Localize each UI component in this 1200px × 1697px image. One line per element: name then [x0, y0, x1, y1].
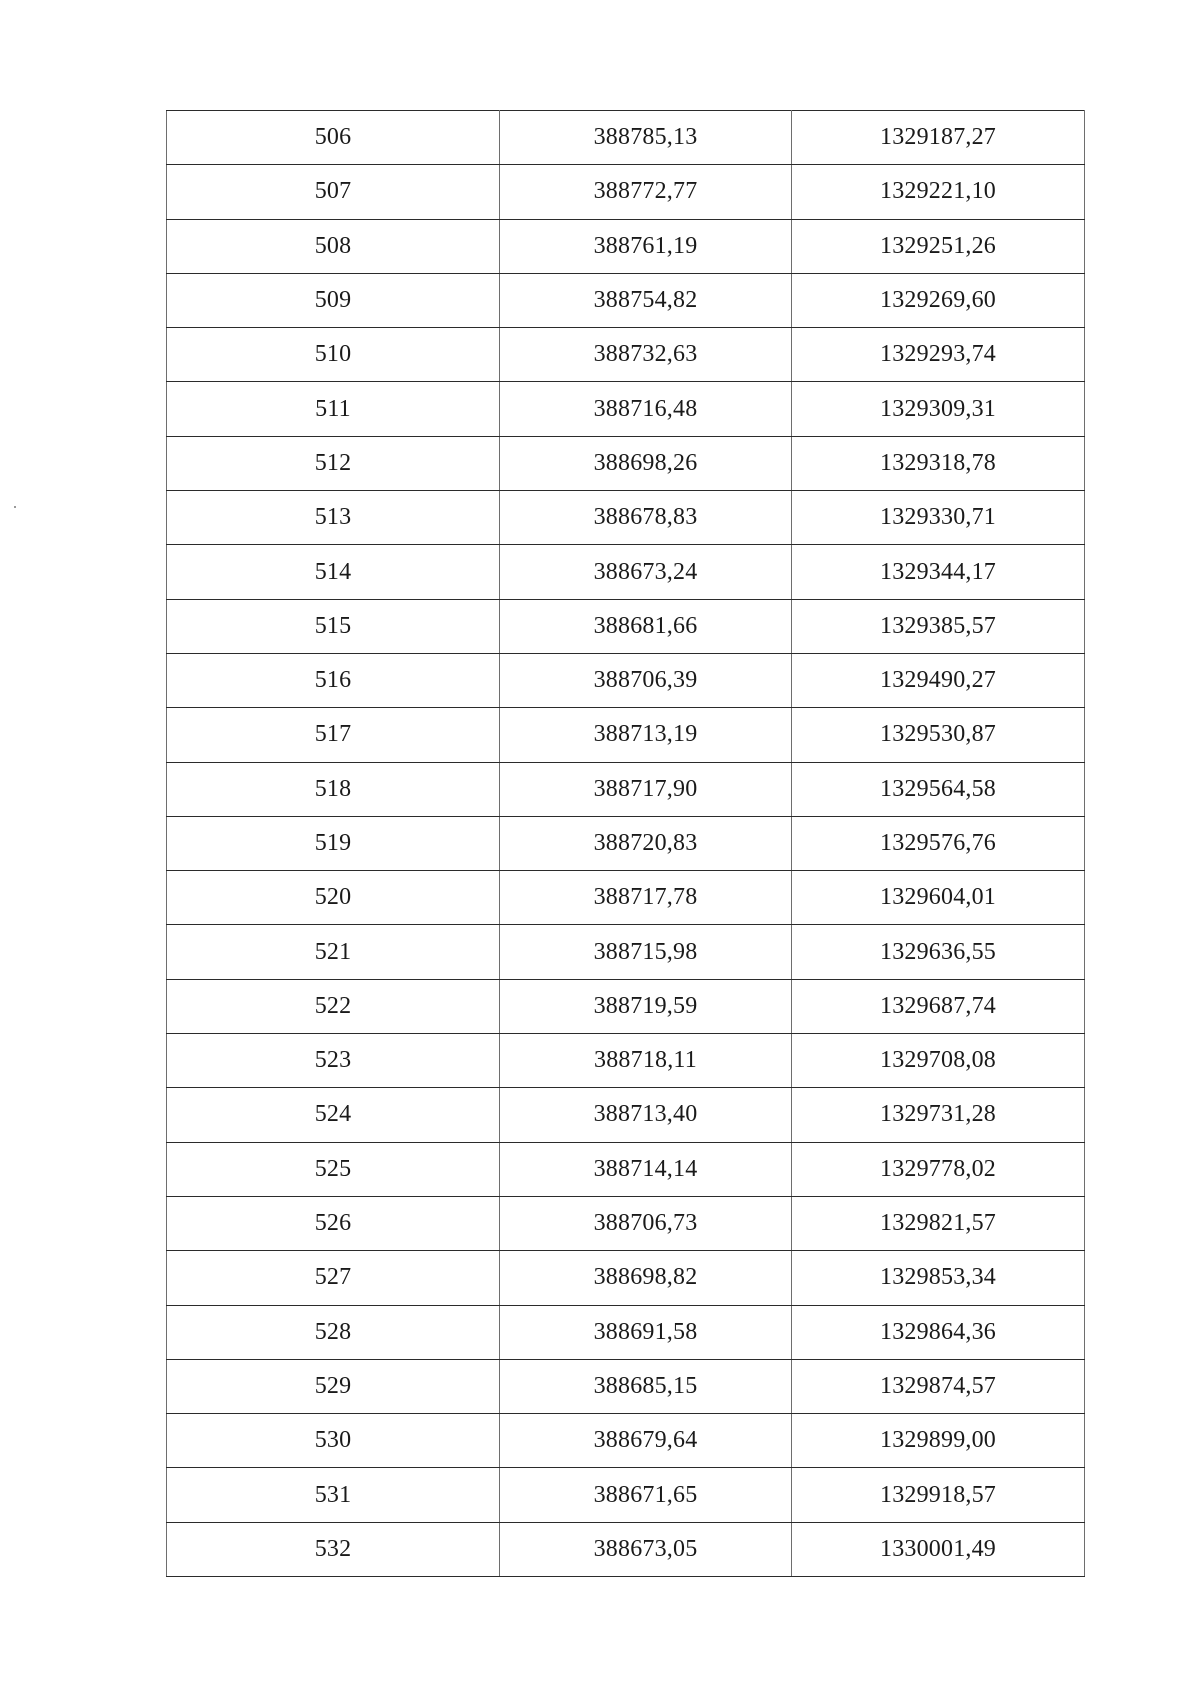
x-coordinate-cell: 388717,78 — [500, 871, 792, 925]
x-coordinate-cell: 388671,65 — [500, 1468, 792, 1522]
point-number-cell: 520 — [167, 871, 500, 925]
point-number-cell: 509 — [167, 273, 500, 327]
table-row — [167, 436, 1085, 490]
y-coordinate-cell: 1329576,76 — [792, 816, 1085, 870]
x-coordinate-cell: 388706,39 — [500, 653, 792, 707]
x-coordinate-cell: 388785,13 — [500, 111, 792, 165]
table-row — [167, 816, 1085, 870]
point-number-cell: 526 — [167, 1196, 500, 1250]
point-number-cell: 524 — [167, 1088, 500, 1142]
y-coordinate-cell: 1329330,71 — [792, 491, 1085, 545]
table-row — [167, 1196, 1085, 1250]
table-row — [167, 871, 1085, 925]
x-coordinate-cell: 388713,40 — [500, 1088, 792, 1142]
y-coordinate-cell: 1329899,00 — [792, 1414, 1085, 1468]
coordinates-table-body — [167, 111, 1085, 1577]
point-number-cell: 523 — [167, 1034, 500, 1088]
table-row — [167, 273, 1085, 327]
table-row — [167, 328, 1085, 382]
point-number-cell: 514 — [167, 545, 500, 599]
x-coordinate-cell: 388772,77 — [500, 165, 792, 219]
x-coordinate-cell: 388761,19 — [500, 219, 792, 273]
point-number-cell: 508 — [167, 219, 500, 273]
scan-speck — [14, 506, 16, 508]
table-row — [167, 1034, 1085, 1088]
x-coordinate-cell: 388673,24 — [500, 545, 792, 599]
y-coordinate-cell: 1329269,60 — [792, 273, 1085, 327]
x-coordinate-cell: 388698,26 — [500, 436, 792, 490]
y-coordinate-cell: 1329731,28 — [792, 1088, 1085, 1142]
point-number-cell: 529 — [167, 1359, 500, 1413]
x-coordinate-cell: 388720,83 — [500, 816, 792, 870]
y-coordinate-cell: 1330001,49 — [792, 1522, 1085, 1576]
point-number-cell: 513 — [167, 491, 500, 545]
x-coordinate-cell: 388691,58 — [500, 1305, 792, 1359]
y-coordinate-cell: 1329344,17 — [792, 545, 1085, 599]
x-coordinate-cell: 388685,15 — [500, 1359, 792, 1413]
y-coordinate-cell: 1329604,01 — [792, 871, 1085, 925]
y-coordinate-cell: 1329490,27 — [792, 653, 1085, 707]
table-row — [167, 708, 1085, 762]
y-coordinate-cell: 1329293,74 — [792, 328, 1085, 382]
x-coordinate-cell: 388706,73 — [500, 1196, 792, 1250]
coordinates-table — [166, 110, 1085, 1577]
y-coordinate-cell: 1329318,78 — [792, 436, 1085, 490]
y-coordinate-cell: 1329853,34 — [792, 1251, 1085, 1305]
y-coordinate-cell: 1329564,58 — [792, 762, 1085, 816]
x-coordinate-cell: 388732,63 — [500, 328, 792, 382]
x-coordinate-cell: 388754,82 — [500, 273, 792, 327]
table-row — [167, 1305, 1085, 1359]
y-coordinate-cell: 1329864,36 — [792, 1305, 1085, 1359]
y-coordinate-cell: 1329251,26 — [792, 219, 1085, 273]
y-coordinate-cell: 1329187,27 — [792, 111, 1085, 165]
point-number-cell: 512 — [167, 436, 500, 490]
y-coordinate-cell: 1329636,55 — [792, 925, 1085, 979]
point-number-cell: 510 — [167, 328, 500, 382]
y-coordinate-cell: 1329778,02 — [792, 1142, 1085, 1196]
point-number-cell: 519 — [167, 816, 500, 870]
x-coordinate-cell: 388678,83 — [500, 491, 792, 545]
point-number-cell: 511 — [167, 382, 500, 436]
table-row — [167, 653, 1085, 707]
table-row — [167, 599, 1085, 653]
y-coordinate-cell: 1329530,87 — [792, 708, 1085, 762]
x-coordinate-cell: 388713,19 — [500, 708, 792, 762]
table-row — [167, 491, 1085, 545]
x-coordinate-cell: 388715,98 — [500, 925, 792, 979]
y-coordinate-cell: 1329708,08 — [792, 1034, 1085, 1088]
table-row — [167, 1414, 1085, 1468]
point-number-cell: 507 — [167, 165, 500, 219]
table-row — [167, 925, 1085, 979]
point-number-cell: 531 — [167, 1468, 500, 1522]
x-coordinate-cell: 388679,64 — [500, 1414, 792, 1468]
point-number-cell: 532 — [167, 1522, 500, 1576]
table-row — [167, 545, 1085, 599]
table-row — [167, 382, 1085, 436]
x-coordinate-cell: 388719,59 — [500, 979, 792, 1033]
point-number-cell: 506 — [167, 111, 500, 165]
y-coordinate-cell: 1329385,57 — [792, 599, 1085, 653]
x-coordinate-cell: 388698,82 — [500, 1251, 792, 1305]
x-coordinate-cell: 388681,66 — [500, 599, 792, 653]
x-coordinate-cell: 388716,48 — [500, 382, 792, 436]
table-row — [167, 1088, 1085, 1142]
table-row — [167, 1522, 1085, 1576]
point-number-cell: 518 — [167, 762, 500, 816]
table-row — [167, 111, 1085, 165]
table-row — [167, 979, 1085, 1033]
table-row — [167, 1359, 1085, 1413]
y-coordinate-cell: 1329687,74 — [792, 979, 1085, 1033]
table-row — [167, 219, 1085, 273]
x-coordinate-cell: 388717,90 — [500, 762, 792, 816]
point-number-cell: 528 — [167, 1305, 500, 1359]
point-number-cell: 527 — [167, 1251, 500, 1305]
point-number-cell: 515 — [167, 599, 500, 653]
point-number-cell: 522 — [167, 979, 500, 1033]
point-number-cell: 517 — [167, 708, 500, 762]
table-row — [167, 762, 1085, 816]
table-row — [167, 1468, 1085, 1522]
point-number-cell: 530 — [167, 1414, 500, 1468]
x-coordinate-cell: 388673,05 — [500, 1522, 792, 1576]
y-coordinate-cell: 1329309,31 — [792, 382, 1085, 436]
point-number-cell: 521 — [167, 925, 500, 979]
y-coordinate-cell: 1329221,10 — [792, 165, 1085, 219]
y-coordinate-cell: 1329874,57 — [792, 1359, 1085, 1413]
table-row — [167, 1142, 1085, 1196]
x-coordinate-cell: 388714,14 — [500, 1142, 792, 1196]
y-coordinate-cell: 1329918,57 — [792, 1468, 1085, 1522]
point-number-cell: 516 — [167, 653, 500, 707]
table-row — [167, 165, 1085, 219]
table-row — [167, 1251, 1085, 1305]
x-coordinate-cell: 388718,11 — [500, 1034, 792, 1088]
point-number-cell: 525 — [167, 1142, 500, 1196]
y-coordinate-cell: 1329821,57 — [792, 1196, 1085, 1250]
